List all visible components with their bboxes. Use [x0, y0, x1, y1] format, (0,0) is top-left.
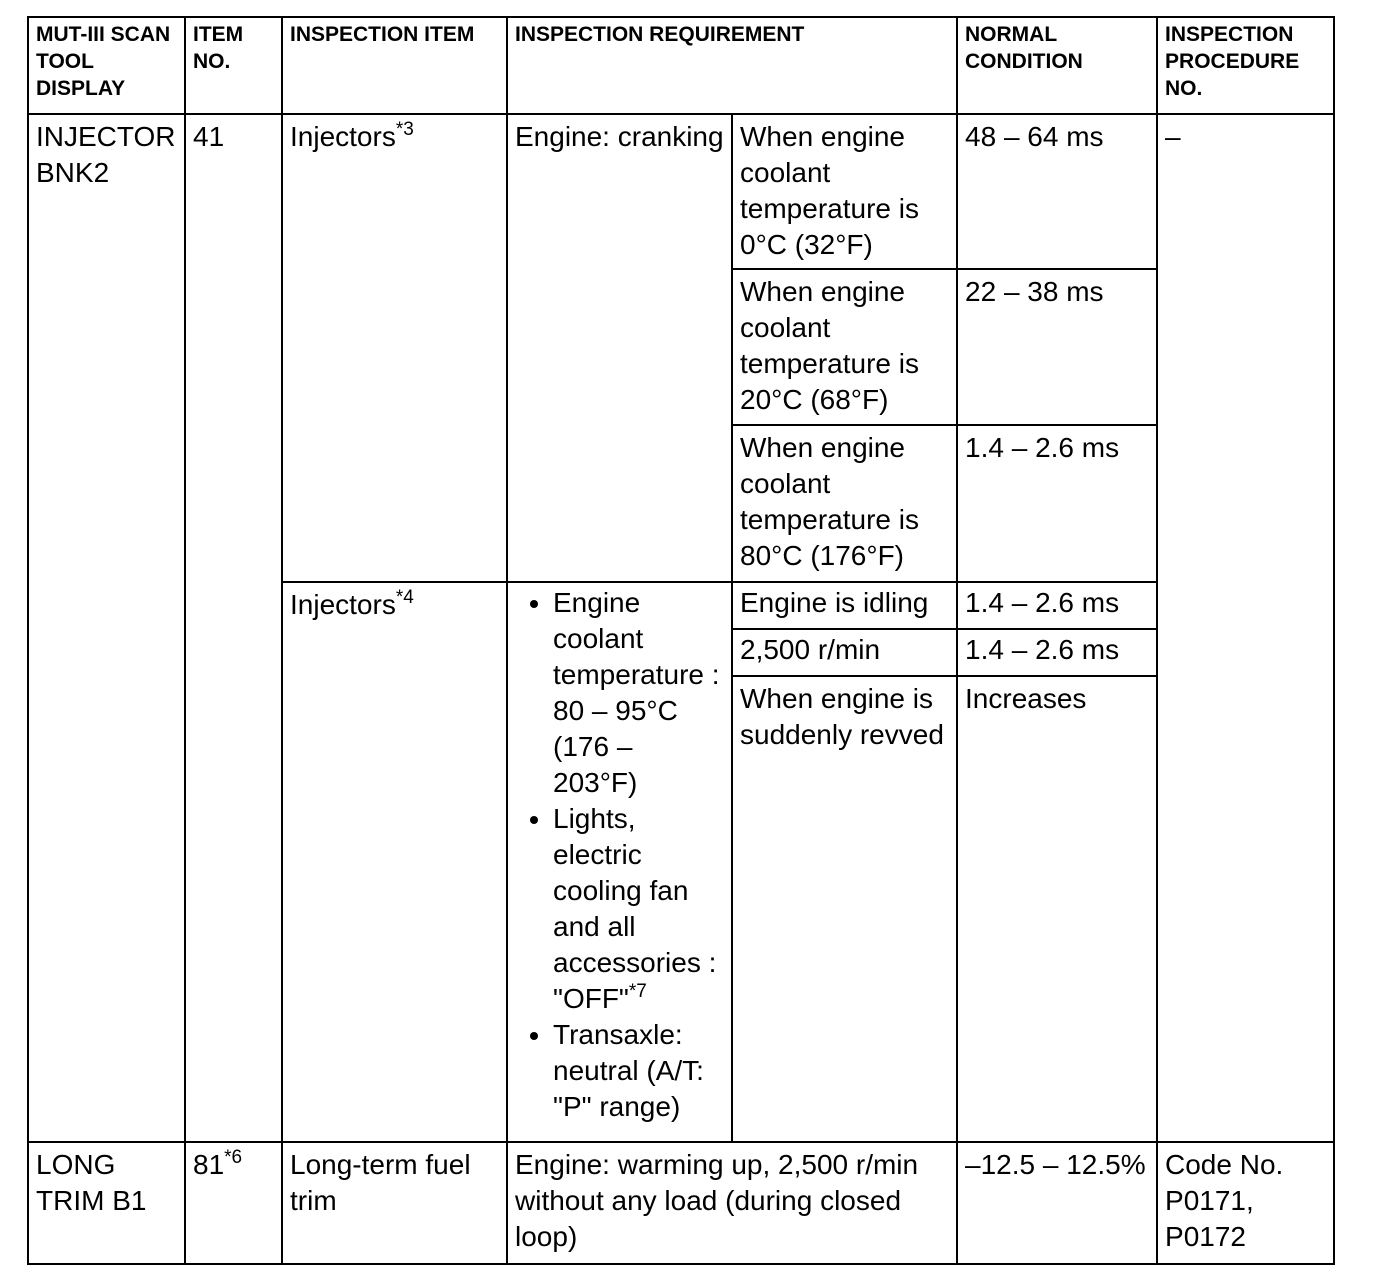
normal-cell: 48 – 64 ms [957, 114, 1157, 269]
header-normal-condition: NORMAL CONDITION [957, 17, 1157, 114]
long-trim-normal: –12.5 – 12.5% [957, 1142, 1157, 1264]
long-trim-display: LONG TRIM B1 [28, 1142, 185, 1264]
item-no-text: 81 [193, 1149, 225, 1180]
condition-cell: Engine is idling [732, 582, 957, 629]
requirement-list [515, 585, 724, 1125]
table-row [28, 114, 1334, 269]
condition-cell: When engine coolant temperature is 80°C (176°F) [732, 425, 957, 582]
normal-cell: 1.4 – 2.6 ms [957, 425, 1157, 582]
item-text: Injectors [290, 589, 396, 620]
list-item [553, 801, 724, 1017]
injector-display: INJECTOR BNK2 [28, 114, 185, 1142]
inspection-table [27, 16, 1335, 1265]
normal-cell: 1.4 – 2.6 ms [957, 582, 1157, 629]
header-inspection-item: INSPECTION ITEM [282, 17, 507, 114]
condition-cell: 2,500 r/min [732, 629, 957, 676]
condition-cell: When engine coolant temperature is 0°C (32°F) [732, 114, 957, 269]
normal-cell: 22 – 38 ms [957, 269, 1157, 425]
long-trim-requirement: Engine: warming up, 2,500 r/min without any load (during closed loop) [507, 1142, 957, 1264]
condition-cell: When engine coolant temperature is 20°C (68°F) [732, 269, 957, 425]
long-trim-procedure: Code No. P0171, P0172 [1157, 1142, 1334, 1264]
condition-cell: When engine is suddenly revved [732, 676, 957, 1142]
injector-item-no: 41 [185, 114, 282, 1142]
table-row [28, 1142, 1334, 1264]
injector-requirement-1: Engine: cranking [507, 114, 732, 582]
injector-item-2 [282, 582, 507, 1142]
header-display: MUT-III SCAN TOOL DISPLAY [28, 17, 185, 114]
list-item: • Transaxle: neutral (A/T: "P" range) [553, 1017, 724, 1125]
header-row [28, 17, 1334, 114]
normal-cell: Increases [957, 676, 1157, 1142]
long-trim-item: Long-term fuel trim [282, 1142, 507, 1264]
bullet-text: Lights, electric cooling fan and all accessories : "OFF" [553, 803, 717, 1014]
item-footnote: *3 [395, 119, 414, 140]
header-requirement: INSPECTION REQUIREMENT [507, 17, 957, 114]
injector-requirement-2 [507, 582, 732, 1142]
header-procedure-no: INSPECTION PROCEDURE NO. [1157, 17, 1334, 114]
injector-procedure: – [1157, 114, 1334, 1142]
bullet-footnote: *7 [628, 981, 647, 1002]
item-no-footnote: *6 [224, 1147, 243, 1168]
item-text: Injectors [290, 121, 396, 152]
list-item: • Engine coolant temperature : 80 – 95°C (176 – 203°F) [553, 585, 724, 801]
normal-cell: 1.4 – 2.6 ms [957, 629, 1157, 676]
header-item-no: ITEM NO. [185, 17, 282, 114]
injector-item-1 [282, 114, 507, 582]
long-trim-item-no [185, 1142, 282, 1264]
item-footnote: *4 [395, 587, 414, 608]
